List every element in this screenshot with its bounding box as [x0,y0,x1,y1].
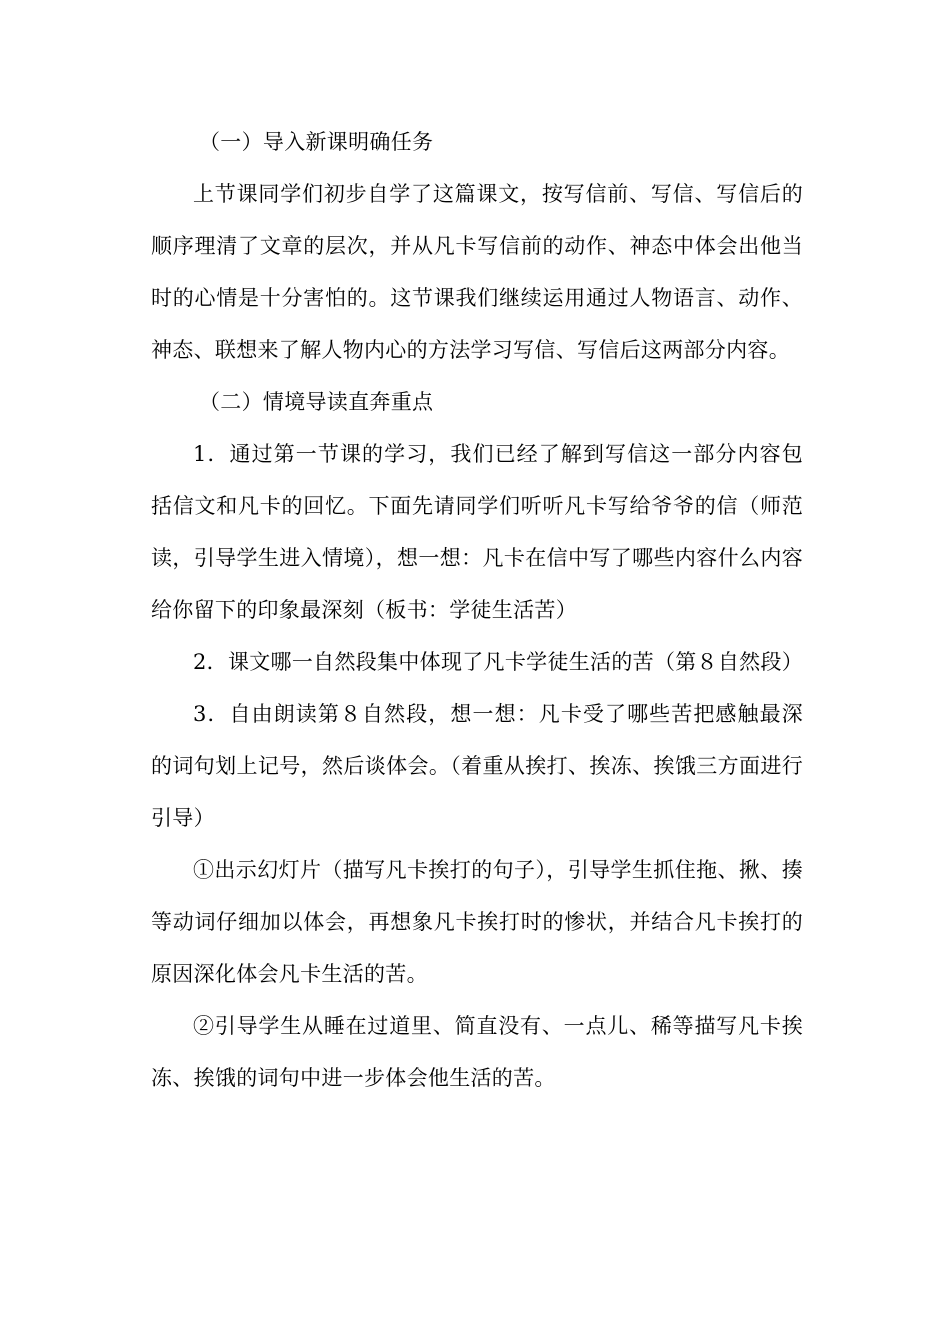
paragraph-point-2: ②引导学生从睡在过道里、简直没有、一点儿、稀等描写凡卡挨冻、挨饿的词句中进一步体会他生活的苦。 [151,1014,803,1090]
paragraph-step-1: 1．通过第一节课的学习，我们已经了解到写信这一部分内容包括信文和凡卡的回忆。下面先请同学们听听凡卡写给爷爷的信（师范读，引导学生进入情境），想一想：凡卡在信中写了哪些内容什么内容给你留下的印象最深刻（板书：学徒生活苦） [151,442,803,622]
paragraph-step-3: 3．自由朗读第８自然段，想一想：凡卡受了哪些苦把感触最深的词句划上记号，然后谈体会。（着重从挨打、挨冻、挨饿三方面进行引导） [151,702,803,830]
paragraph-step-2: 2．课文哪一自然段集中体现了凡卡学徒生活的苦（第８自然段） [193,650,804,674]
document-body [151,116,803,1104]
paragraph-point-1: ①出示幻灯片（描写凡卡挨打的句子），引导学生抓住拖、揪、揍等动词仔细加以体会，再想象凡卡挨打时的惨状，并结合凡卡挨打的原因深化体会凡卡生活的苦。 [151,858,803,986]
section-heading-guided-reading: （二）情境导读直奔重点 [199,390,434,414]
section-heading-import: （一）导入新课明确任务 [199,130,434,154]
paragraph-intro: 上节课同学们初步自学了这篇课文，按写信前、写信、写信后的顺序理清了文章的层次，并从凡卡写信前的动作、神态中体会出他当时的心情是十分害怕的。这节课我们继续运用通过人物语言、动作、神态、联想来了解人物内心的方法学习写信、写信后这两部分内容。 [151,182,803,362]
